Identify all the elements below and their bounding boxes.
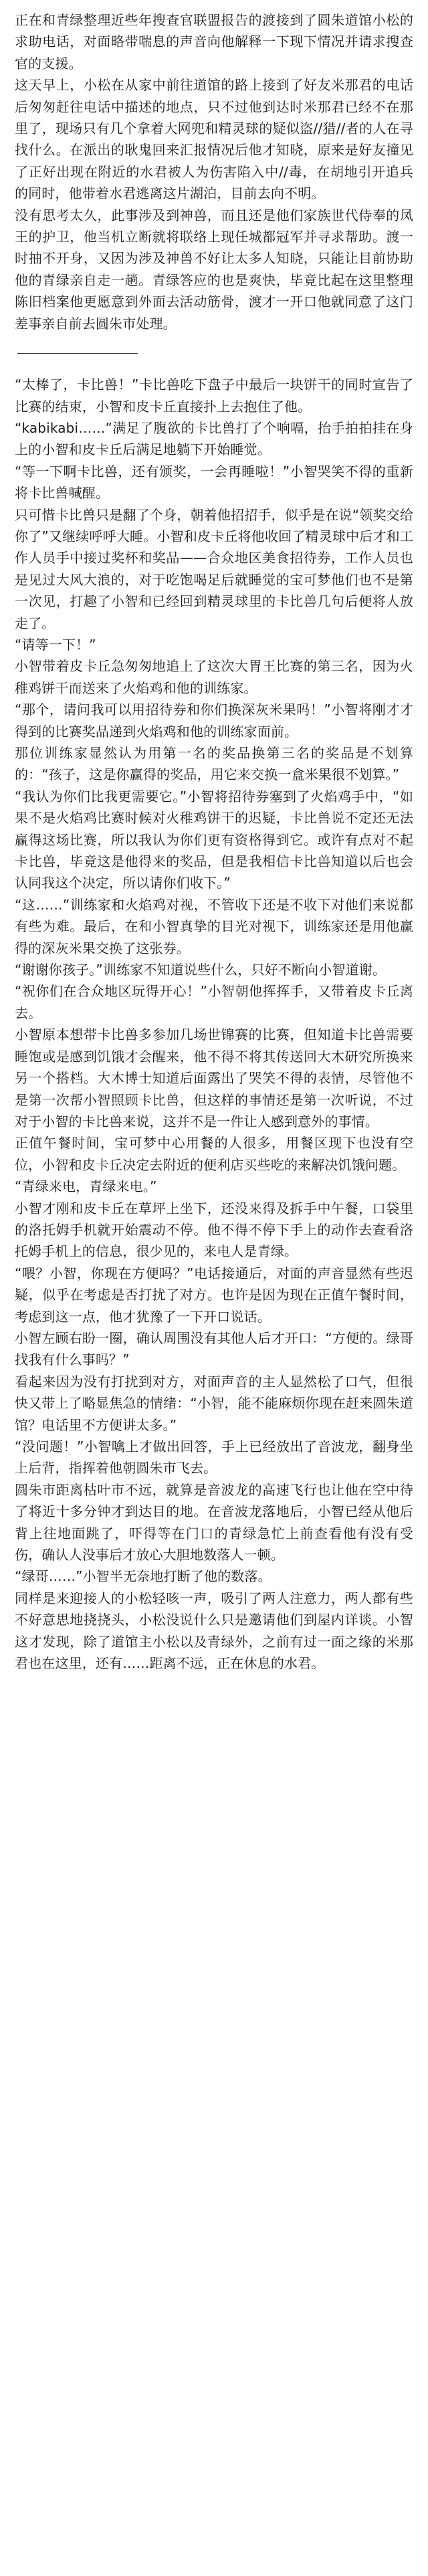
paragraph: “那个，请问我可以用招待券和你们换深灰米果吗！”小智将刚才才得到的比赛奖品递到火焰鸡和他的训练家面前。 [15, 702, 413, 740]
paragraph: “青绿来电，青绿来电。” [15, 1178, 157, 1195]
paragraph: “等一下啊卡比兽，还有颁奖，一会再睡啦！”小智哭笑不得的重新将卡比兽喊醒。 [15, 463, 413, 502]
paragraph: “请等一下！” [15, 636, 96, 653]
paragraph: 小智原本想带卡比兽多参加几场世锦赛的比赛，但知道卡比兽需要睡饱或是感到饥饿才会醒来，他不得不将其传送回大木研究所换来另一个搭档。大木博士知道后面露出了哭笑不得的表情，尽管他不是第一次帮小智照顾卡比兽，但这样的事情还是第一次听说，不过对于小智的卡比兽来说，这并不是一件让人感到意外的事情。 [15, 1027, 413, 1130]
section-divider [17, 353, 138, 354]
paragraph: “喂？小智，你现在方便吗？”电话接通后，对面的声音显然有些迟疑，似乎在考虑是否打扰了对方。也许是因为现在正值午餐时间，考虑到这一点，他才犹豫了一下开口说话。 [15, 1265, 413, 1325]
section-one [15, 9, 413, 334]
paragraph: 小智才刚和皮卡丘在草坪上坐下，还没来得及拆手中午餐，口袋里的洛托姆手机就开始震动不停。他不得不停下手上的动作去查看洛托姆手机上的信息，很少见的，来电人是青绿。 [15, 1200, 413, 1260]
paragraph: 没有思考太久，此事涉及到神兽，而且还是他们家族世代侍奉的凤王的护卫，他当机立断就将联络上现任城都冠军并寻求帮助。渡一时抽不开身，又因为涉及神兽不好让太多人知晓，只能让目前协助他的青绿亲自走一趟。青绿答应的也是爽快，毕竟比起在这里整理陈旧档案他更愿意到外面去活动筋骨，渡才一开口他就同意了这门差事亲自前去圆朱市处理。 [15, 207, 413, 332]
paragraph: “kabikabi……”满足了腹欲的卡比兽打了个响嗝，抬手拍拍挂在身上的小智和皮卡丘后满足地躺下开始睡觉。 [15, 419, 413, 458]
paragraph: 圆朱市距离枯叶市不远，就算是音波龙的高速飞行也让他在空中待了将近十多分钟才到达目的地。在音波龙落地后，小智已经从他后背上往地面跳了，吓得等在门口的青绿急忙上前查看他有没有受伤，确认人没事后才放心大胆地数落人一顿。 [15, 1481, 413, 1564]
section-two [15, 374, 413, 1674]
paragraph: 正值午餐时间，宝可梦中心用餐的人很多，用餐区现下也没有空位，小智和皮卡丘决定去附近的便利店买些吃的来解决饥饿问题。 [15, 1135, 413, 1173]
paragraph: 那位训练家显然认为用第一名的奖品换第三名的奖品是不划算的：“孩子，这是你赢得的奖品，用它来交换一盒米果很不划算。” [15, 745, 413, 783]
paragraph: 这天早上，小松在从家中前往道馆的路上接到了好友米那君的电话后匆匆赶往电话中描述的地点，只不过他到达时米那君已经不在那里了，现场只有几个拿着大网兜和精灵球的疑似盗//猎//者的人在寻找什么。在派出的耿鬼回来汇报情况后他才知晓，原来是好友撞见了正好出现在附近的水君被人为伤害陷入中//毒，在胡地引开追兵的同时，他带着水君逃离这片湖泊，目前去向不明。 [15, 77, 413, 202]
paragraph: 正在和青绿整理近些年搜查官联盟报告的渡接到了圆朱道馆小松的求助电话，对面略带喘息的声音向他解释一下现下情况并请求搜查官的支援。 [15, 12, 413, 72]
paragraph: 小智左顾右盼一圈，确认周围没有其他人后才开口：“方便的。绿哥找我有什么事吗？” [15, 1329, 413, 1368]
paragraph: 同样是来迎接人的小松轻咳一声，吸引了两人注意力，两人都有些不好意思地挠挠头，小松没说什么只是邀请他们到屋内详谈。小智这才发现，除了道馆主小松以及青绿外，之前有过一面之缘的米那君也在这里，还有……距离不远，正在休息的水君。 [15, 1590, 413, 1672]
paragraph: “祝你们在合众地区玩得开心！”小智朝他挥挥手，又带着皮卡丘离去。 [15, 983, 413, 1021]
paragraph: “绿哥……”小智半无奈地打断了他的数落。 [15, 1568, 272, 1585]
paragraph: “没问题！”小智噙上才做出回答，手上已经放出了音波龙，翻身坐上后背，指挥着他朝圆朱市飞去。 [15, 1438, 413, 1477]
paragraph: 小智带着皮卡丘急匆匆地追上了这次大胃王比赛的第三名，因为火稚鸡饼干而送来了火焰鸡和他的训练家。 [15, 658, 413, 696]
paragraph: 看起来因为没有打扰到对方，对面声音的主人显然松了口气，但很快又带上了略显焦急的情绪：“小智，能不能麻烦你现在赶来圆朱道馆？电话里不方便讲太多。” [15, 1373, 413, 1433]
paragraph: “我认为你们比我更需要它。”小智将招待券塞到了火焰鸡手中，“如果不是火焰鸡比赛时候对火稚鸡饼干的迟疑，卡比兽说不定还无法赢得这场比赛，所以我认为你们更有资格得到它。或许有点对不起卡比兽，毕竟这是他得来的奖品，但是我相信卡比兽知道以后也会认同我这个决定，所以请你们收下。” [15, 788, 413, 891]
paragraph: 只可惜卡比兽只是翻了个身，朝着他招招手，似乎是在说“领奖交给你了”又继续呼呼大睡。小智和皮卡丘将他收回了精灵球中后才和工作人员手中接过奖杯和奖品——合众地区美食招待券，工作人员也是见过大风大浪的，对于吃饱喝足后就睡觉的宝可梦他们也不是第一次见，打趣了小智和已经回到精灵球里的卡比兽几句后便将人放走了。 [15, 506, 413, 631]
paragraph: “太棒了，卡比兽！”卡比兽吃下盘子中最后一块饼干的同时宣告了比赛的结束，小智和皮卡丘直接扑上去抱住了他。 [15, 377, 413, 415]
paragraph: “谢谢你孩子。”训练家不知道说些什么，只好不断向小智道谢。 [15, 962, 387, 978]
paragraph: “这……”训练家和火焰鸡对视，不管收下还是不收下对他们来说都有些为难。最后，在和小智真挚的目光对视下，训练家还是用他赢得的深灰米果交换了这张券。 [15, 896, 413, 956]
